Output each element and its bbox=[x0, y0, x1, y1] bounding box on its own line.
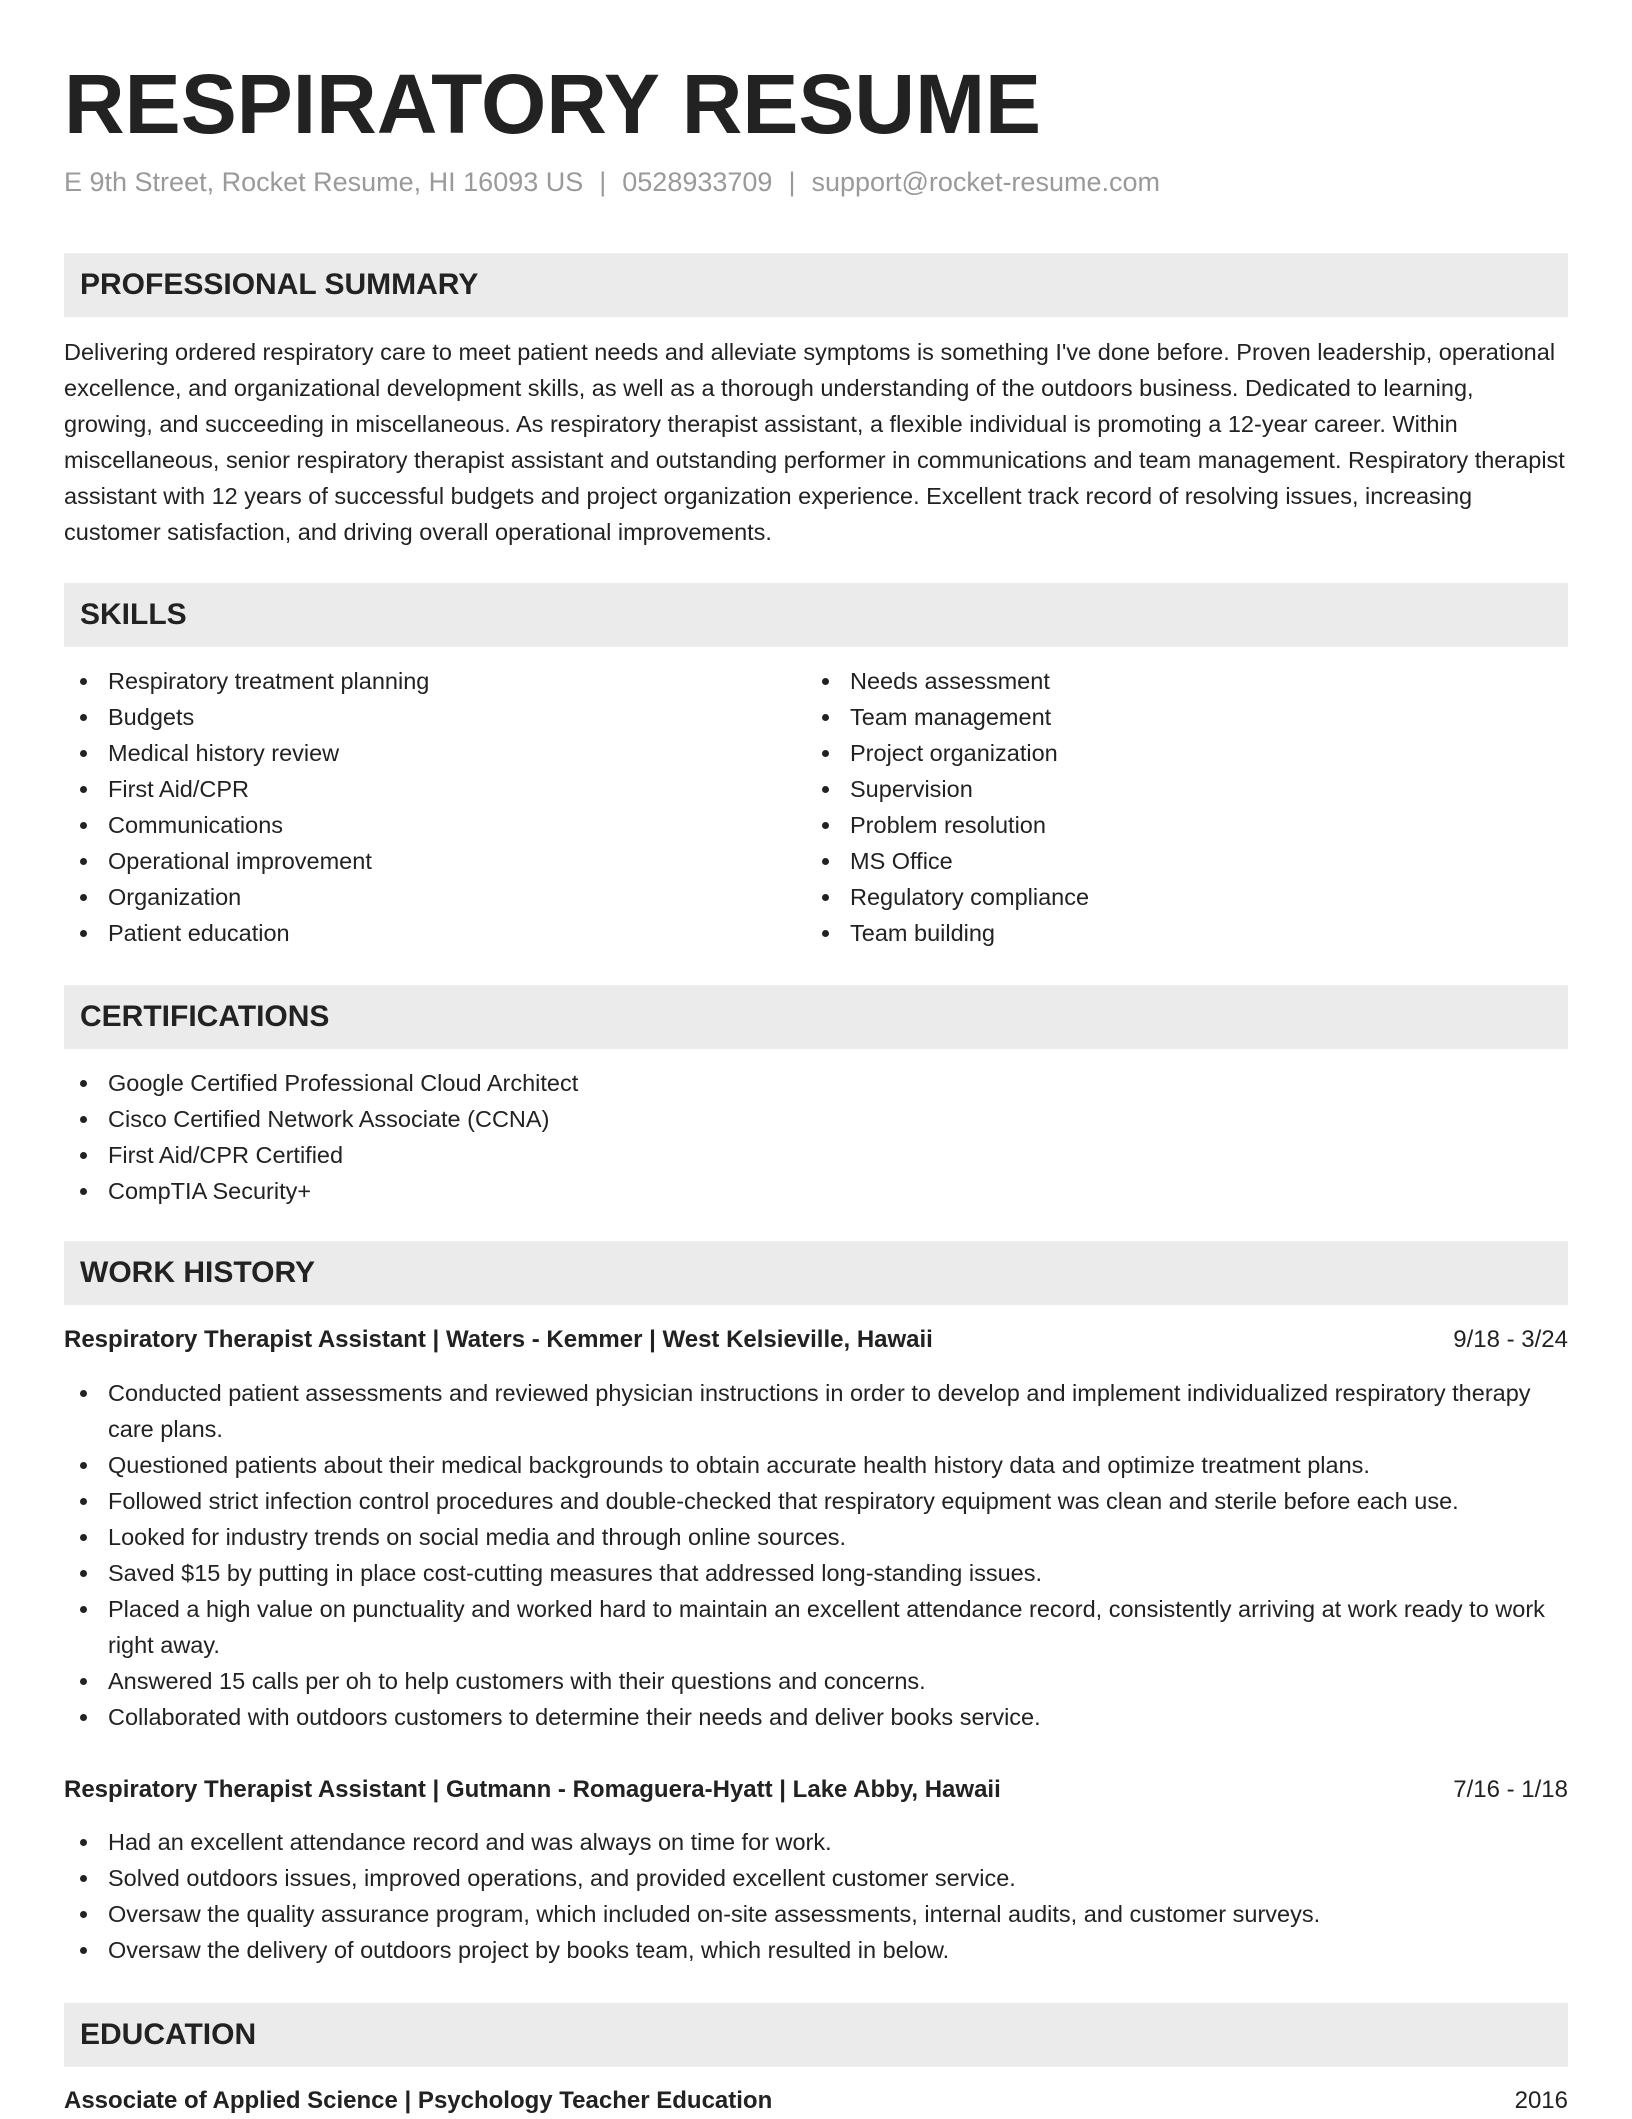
certifications-list bbox=[64, 1065, 1568, 1209]
skill-item: First Aid/CPR bbox=[64, 771, 764, 807]
job-bullet: Collaborated with outdoors customers to determine their needs and deliver books service. bbox=[64, 1699, 1568, 1735]
section-title-work-history: WORK HISTORY bbox=[80, 1256, 316, 1289]
job-bullet: Answered 15 calls per oh to help customers with their questions and concerns. bbox=[64, 1663, 1568, 1699]
skill-item: Team management bbox=[806, 699, 1506, 735]
job-bullet-list bbox=[64, 1824, 1568, 1968]
skill-item: Supervision bbox=[806, 771, 1506, 807]
contact-email: support@rocket-resume.com bbox=[811, 167, 1160, 197]
job-header bbox=[64, 1772, 1568, 1808]
education-date: 2016 bbox=[1514, 2087, 1568, 2114]
section-title-skills: SKILLS bbox=[80, 598, 187, 631]
job-bullet: Followed strict infection control procedures and double-checked that respiratory equipment was clean and sterile before each use. bbox=[64, 1483, 1568, 1519]
education-title: Associate of Applied Science | Psychology Teacher Education bbox=[64, 2087, 773, 2114]
skill-item: Respiratory treatment planning bbox=[64, 663, 764, 699]
job-dates: 7/16 - 1/18 bbox=[1453, 1776, 1568, 1803]
section-title-education: EDUCATION bbox=[80, 2018, 257, 2051]
skills-list-right bbox=[806, 663, 1506, 951]
section-header-work-history bbox=[64, 1241, 1568, 1305]
summary-text: Delivering ordered respiratory care to meet patient needs and alleviate symptoms is something I've done before. Proven leadership, operational excellence, and organizational development skills, as well as a thorough understanding of the outdoors business. Dedicated to learning, growing, and succeeding in miscellaneous. As respiratory therapist assistant, a flexible individual is promoting a 12-year career. Within miscellaneous, senior respiratory therapist assistant and outstanding performer in communications and team management. Respiratory therapist assistant with 12 years of successful budgets and project organization experience. Excellent track record of resolving issues, increasing customer satisfaction, and driving overall operational improvements. bbox=[64, 339, 1565, 545]
job-bullet: Oversaw the quality assurance program, which included on-site assessments, internal audits, and customer surveys. bbox=[64, 1896, 1568, 1932]
education-entry bbox=[64, 2083, 1568, 2119]
skill-item: Medical history review bbox=[64, 735, 764, 771]
section-header-certifications bbox=[64, 985, 1568, 1049]
certification-item: CompTIA Security+ bbox=[64, 1173, 1568, 1209]
contact-phone: 0528933709 bbox=[622, 167, 773, 197]
skill-item: Patient education bbox=[64, 915, 764, 951]
certification-item: First Aid/CPR Certified bbox=[64, 1137, 1568, 1173]
skills-column-right bbox=[806, 663, 1506, 951]
job-bullet: Looked for industry trends on social media and through online sources. bbox=[64, 1519, 1568, 1555]
job-bullet: Saved $15 by putting in place cost-cutting measures that addressed long-standing issues. bbox=[64, 1555, 1568, 1591]
skills-list-left bbox=[64, 663, 764, 951]
section-title-certifications: CERTIFICATIONS bbox=[80, 1000, 330, 1033]
job-header bbox=[64, 1322, 1568, 1358]
job-bullet: Questioned patients about their medical backgrounds to obtain accurate health history data and optimize treatment plans. bbox=[64, 1447, 1568, 1483]
contact-separator: | bbox=[788, 167, 796, 197]
contact-separator: | bbox=[599, 167, 607, 197]
section-header-skills bbox=[64, 583, 1568, 647]
certification-item: Google Certified Professional Cloud Architect bbox=[64, 1065, 1568, 1101]
skill-item: Project organization bbox=[806, 735, 1506, 771]
section-title-summary: PROFESSIONAL SUMMARY bbox=[80, 268, 479, 301]
job-title: Respiratory Therapist Assistant | Gutmann - Romaguera-Hyatt | Lake Abby, Hawaii bbox=[64, 1776, 1001, 1803]
job-bullet: Oversaw the delivery of outdoors project by books team, which resulted in below. bbox=[64, 1932, 1568, 1968]
certification-item: Cisco Certified Network Associate (CCNA) bbox=[64, 1101, 1568, 1137]
job-bullets-block bbox=[64, 1375, 1568, 1735]
job-bullet: Conducted patient assessments and reviewed physician instructions in order to develop and implement individualized respiratory therapy care plans. bbox=[64, 1375, 1568, 1447]
job-bullets-block bbox=[64, 1824, 1568, 1968]
contact-address: E 9th Street, Rocket Resume, HI 16093 US bbox=[64, 167, 584, 197]
skill-item: Operational improvement bbox=[64, 843, 764, 879]
skill-item: Needs assessment bbox=[806, 663, 1506, 699]
resume-name: RESPIRATORY RESUME bbox=[64, 57, 1042, 151]
job-title: Respiratory Therapist Assistant | Waters - Kemmer | West Kelsieville, Hawaii bbox=[64, 1326, 933, 1353]
skills-column-left bbox=[64, 663, 764, 951]
job-bullet-list bbox=[64, 1375, 1568, 1735]
section-header-summary bbox=[64, 253, 1568, 317]
skill-item: MS Office bbox=[806, 843, 1506, 879]
certifications-block bbox=[64, 1065, 1568, 1209]
job-bullet: Placed a high value on punctuality and worked hard to maintain an excellent attendance record, consistently arriving at work ready to work right away. bbox=[64, 1591, 1568, 1663]
skill-item: Problem resolution bbox=[806, 807, 1506, 843]
section-header-education bbox=[64, 2003, 1568, 2067]
contact-line bbox=[64, 167, 1160, 198]
job-bullet: Had an excellent attendance record and was always on time for work. bbox=[64, 1824, 1568, 1860]
skill-item: Organization bbox=[64, 879, 764, 915]
skill-item: Regulatory compliance bbox=[806, 879, 1506, 915]
skill-item: Team building bbox=[806, 915, 1506, 951]
job-bullet: Solved outdoors issues, improved operations, and provided excellent customer service. bbox=[64, 1860, 1568, 1896]
skill-item: Budgets bbox=[64, 699, 764, 735]
job-dates: 9/18 - 3/24 bbox=[1453, 1326, 1568, 1353]
skill-item: Communications bbox=[64, 807, 764, 843]
